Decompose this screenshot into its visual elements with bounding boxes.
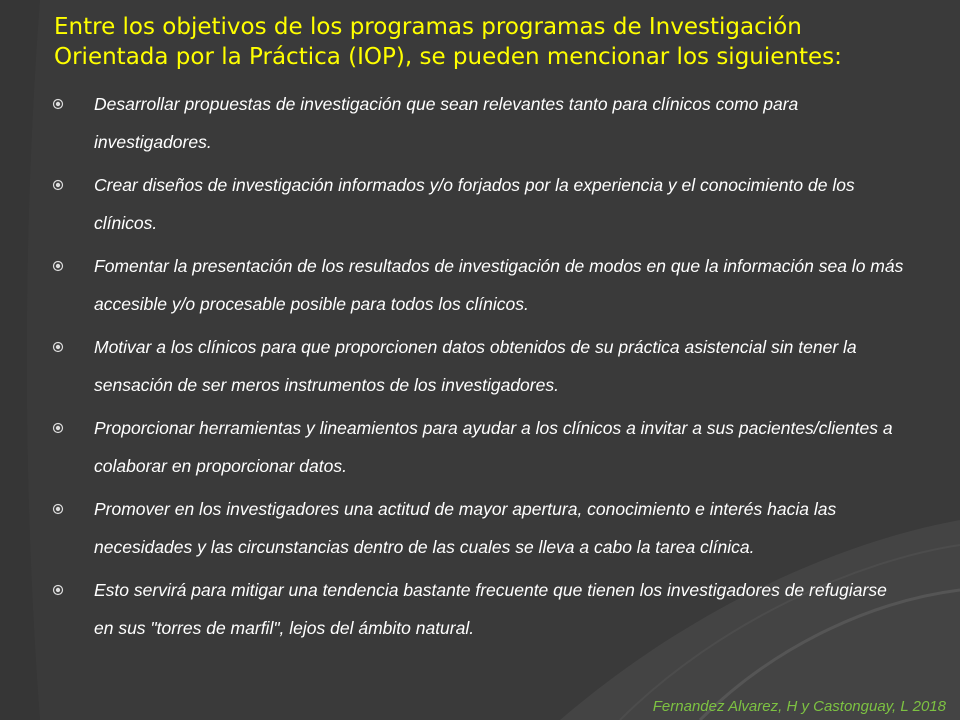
slide-title: Entre los objetivos de los programas programas de Investigación Orientada por la Práctica (IOP), se pueden mencionar los siguientes: — [54, 14, 842, 70]
bullet-text: Esto servirá para mitigar una tendencia bastante frecuente que tienen los investigadores de refugiarse en sus "torres de marfil", lejos del ámbito natural. — [94, 580, 887, 638]
footer-citation: Fernandez Alvarez, H y Castonguay, L 2018 — [652, 698, 946, 715]
list-item — [50, 572, 910, 647]
bullet-list — [50, 86, 910, 653]
circle-bullet-icon — [52, 584, 64, 596]
bullet-text: Desarrollar propuestas de investigación que sean relevantes tanto para clínicos como para investigadores. — [94, 94, 799, 152]
bullet-text: Motivar a los clínicos para que proporcionen datos obtenidos de su práctica asistencial sin tener la sensación de ser meros instrumentos de los investigadores. — [94, 337, 857, 395]
circle-bullet-icon — [52, 422, 64, 434]
circle-bullet-icon — [52, 341, 64, 353]
list-item — [50, 329, 910, 404]
list-item — [50, 410, 910, 485]
bullet-text: Proporcionar herramientas y lineamientos para ayudar a los clínicos a invitar a sus pacientes/clientes a colaborar en proporcionar datos. — [94, 418, 893, 476]
list-item — [50, 248, 910, 323]
list-item — [50, 491, 910, 566]
list-item — [50, 167, 910, 242]
bullet-text: Crear diseños de investigación informados y/o forjados por la experiencia y el conocimiento de los clínicos. — [94, 175, 855, 233]
bullet-text: Fomentar la presentación de los resultados de investigación de modos en que la información sea lo más accesible y/o procesable posible para todos los clínicos. — [94, 256, 904, 314]
bullet-text: Promover en los investigadores una actitud de mayor apertura, conocimiento e interés hacia las necesidades y las circunstancias dentro de las cuales se lleva a cabo la tarea clínica. — [94, 499, 837, 557]
circle-bullet-icon — [52, 503, 64, 515]
list-item — [50, 86, 910, 161]
circle-bullet-icon — [52, 260, 64, 272]
circle-bullet-icon — [52, 98, 64, 110]
circle-bullet-icon — [52, 179, 64, 191]
